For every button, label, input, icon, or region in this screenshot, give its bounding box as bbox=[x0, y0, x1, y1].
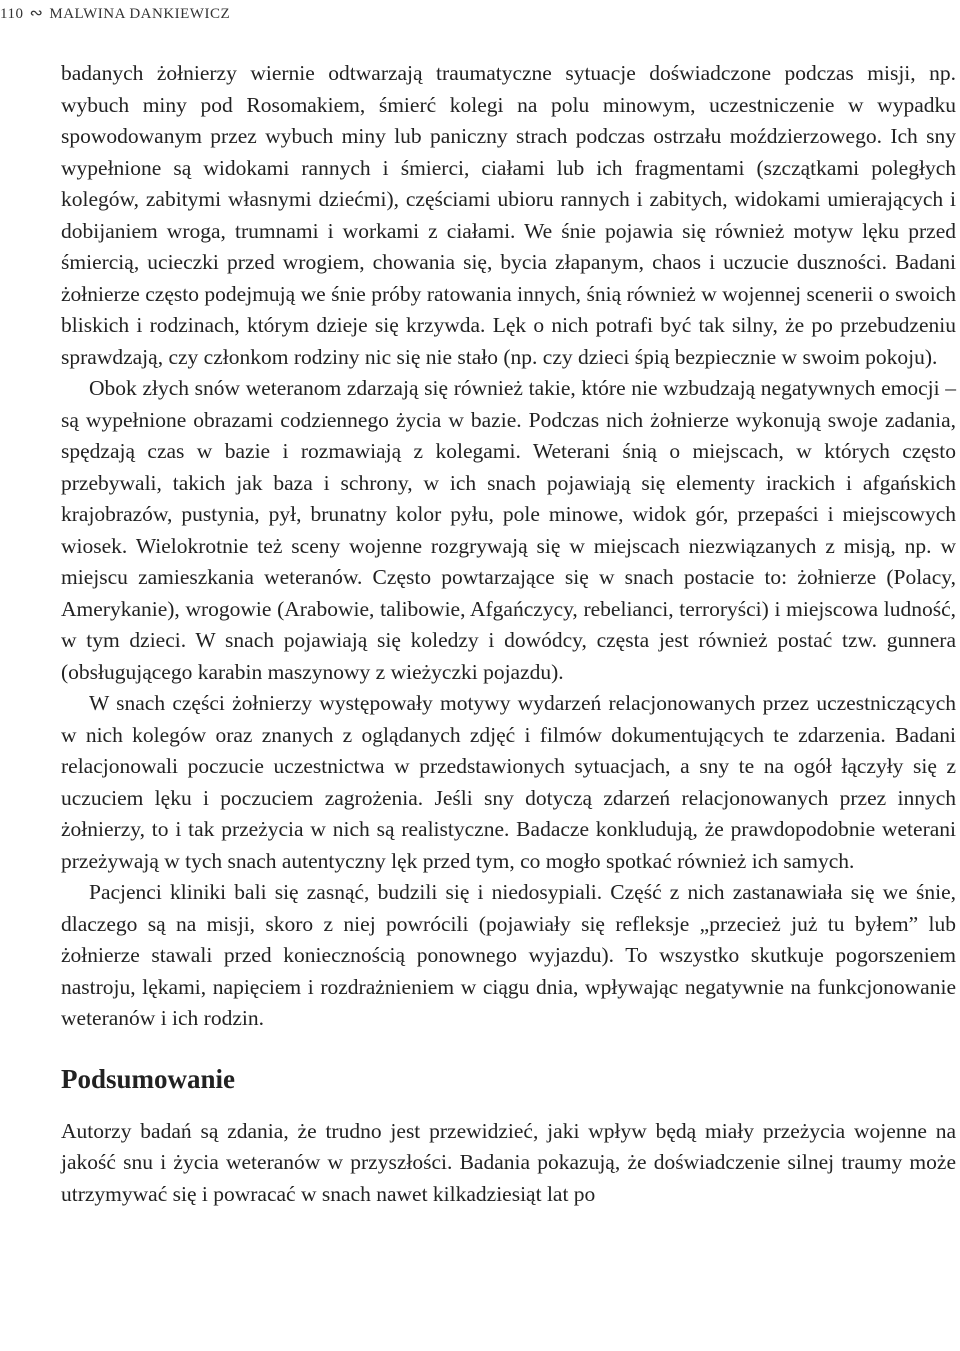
summary-paragraph: Autorzy badań są zdania, że trudno jest przewidzieć, jaki wpływ będą miały przeżycia wojenne na jakość snu i życia weteranów w przyszłości. Badania pokazują, że doświadczenie silnej traumy może utrzymywać się i powracać w snach nawet kilkadziesiąt lat po bbox=[61, 1118, 956, 1206]
page-number: 110 bbox=[0, 6, 24, 22]
body-paragraph-4: Pacjenci kliniki bali się zasnąć, budzili się i niedosypiali. Część z nich zastanawiała się we śnie, dlaczego są na misji, skoro z niej powrócili (pojawiały się refleksje „przecież już tu byłem” lub żołnierze stawali przed koniecznością ponownego wyjazdu). To wszystko skutkuje pogorszeniem nastroju, lękami, napięciem i rozdrażnieniem w ciągu dnia, wpływając negatywnie na funkcjonowanie weteranów i ich rodzin. bbox=[61, 880, 956, 1030]
author-name: MALWINA DANKIEWICZ bbox=[49, 6, 231, 22]
body-paragraph-3: W snach części żołnierzy występowały motywy wydarzeń relacjonowanych przez uczestniczących w nich kolegów oraz znanych z oglądanych zdjęć i filmów dokumentujących te zdarzenia. Badani relacjonowali poczucie uczestnictwa w przedstawionych sytuacjach, a sny te na ogół łączyły się z uczuciem lęku i poczuciem zagrożenia. Jeśli sny dotyczą zdarzeń relacjonowanych przez innych żołnierzy, to i tak przeżycia w nich są realistyczne. Badacze konkludują, że prawdopodobnie weterani przeżywają w tych snach autentyczny lęk przed tym, co mogło spotkać również ich samych. bbox=[61, 691, 956, 873]
ornament-icon: ∾ bbox=[29, 5, 44, 22]
section-heading: Podsumowanie bbox=[61, 1063, 236, 1094]
running-head bbox=[0, 3, 230, 23]
page-body bbox=[61, 58, 956, 1210]
body-paragraph-2: Obok złych snów weteranom zdarzają się również takie, które nie wzbudzają negatywnych emocji – są wypełnione obrazami codziennego życia w bazie. Podczas nich żołnierze wykonują swoje zadania, spędzają czas w bazie i rozmawiają z kolegami. Weterani śnią o miejscach, w których często przebywali, takich jak baza i schrony, w ich snach pojawiają się elementy irackich i afgańskich krajobrazów, pustynia, pył, brunatny kolor pyłu, pole minowe, widok gór, przepaści i miejscowych wiosek. Wielokrotnie też sceny wojenne rozgrywają się w miejscach niezwiązanych z misją, np. w miejscu zamieszkania weteranów. Często powtarzające się w snach postacie to: żołnierze (Polacy, Amerykanie), wrogowie (Arabowie, talibowie, Afgańczycy, rebelianci, terroryści) i miejscowa ludność, w tym dzieci. W snach pojawiają się koledzy i dowódcy, częsta jest również postać tzw. gunnera (obsługującego karabin maszynowy z wieżyczki pojazdu). bbox=[61, 376, 956, 684]
body-paragraph-1: badanych żołnierzy wiernie odtwarzają traumatyczne sytuacje doświadczone podczas misji, np. wybuch miny pod Rosomakiem, śmierć kolegi na polu minowym, uczestniczenie w wypadku spowodowanym przez wybuch miny lub paniczny strach podczas ostrzału moździerzowego. Ich sny wypełnione są widokami rannych i śmierci, ciałami lub ich fragmentami (szczątkami poległych kolegów, zabitymi własnymi dziećmi), częściami ubioru rannych i zabitych, widokami umierających i dobijaniem wroga, trumnami i workami z ciałami. We śnie pojawia się również motyw lęku przed śmiercią, ucieczki przed wrogiem, chowania się, bycia złapanym, chaos i uczucie duszności. Badani żołnierze często podejmują we śnie próby ratowania innych, śnią również w wojennej scenerii o swoich bliskich i rodzinach, którym dzieje się krzywda. Lęk o nich potrafi być tak silny, że po przebudzeniu sprawdzają, czy członkom rodziny nic się nie stało (np. czy dzieci śpią bezpiecznie w swoim pokoju). bbox=[61, 61, 956, 369]
